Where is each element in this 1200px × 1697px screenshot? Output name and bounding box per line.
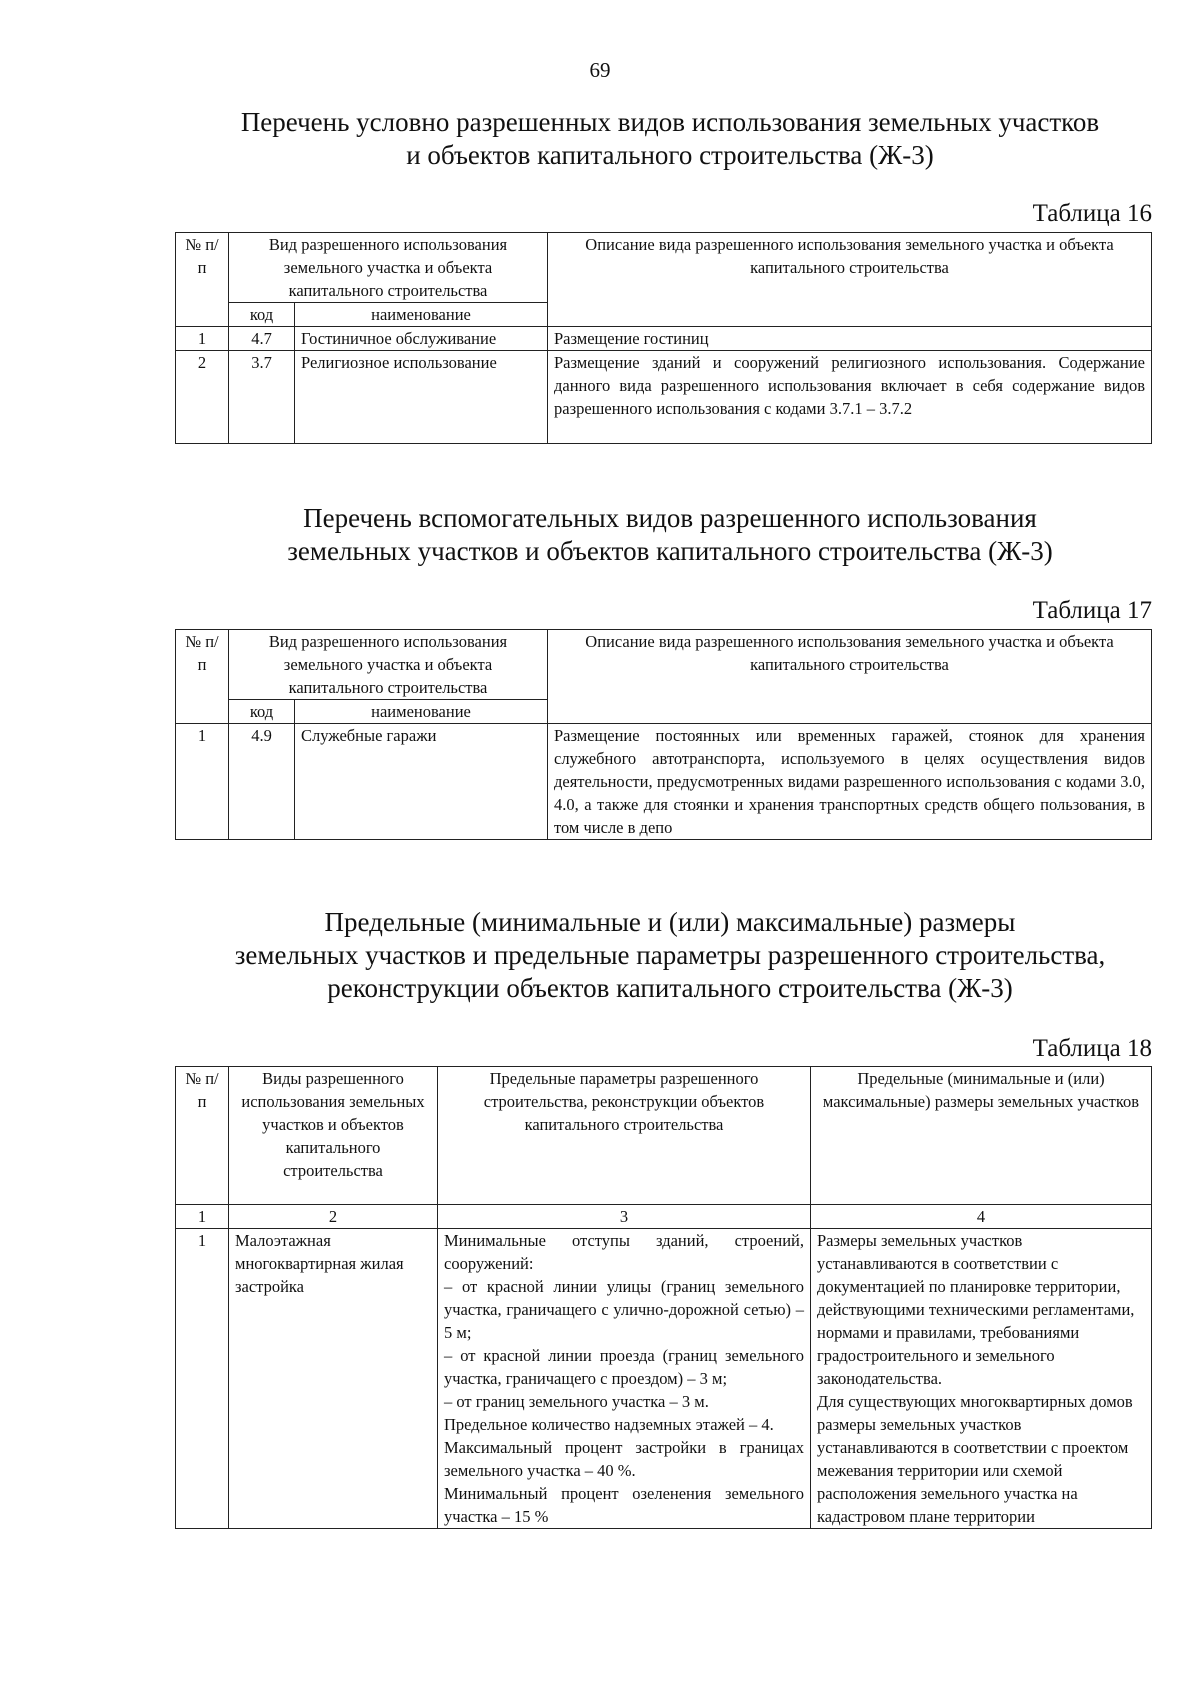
table16-row1-name: Гостиничное обслуживание [295, 327, 548, 351]
sizes-paragraph: Для существующих многоквартирных домов размеры земельных участков устанавливаются в соответствии с проектом межевания территории или схемой расположения земельного участка на кадастровом плане территории [817, 1392, 1133, 1526]
table17-row1-num: 1 [176, 724, 229, 840]
table18-column-numbers-row [176, 1205, 1152, 1229]
table16-row2-description: Размещение зданий и сооружений религиозного использования. Содержание данного вида разрешенного использования включает в себя содержание видов разрешенного использования с кодами 3.7.1 – 3.7.2 [548, 351, 1152, 444]
table18-label: Таблица 18 [1032, 1035, 1152, 1062]
table17-header-name: наименование [295, 700, 548, 724]
table17-header-num: № п/п [176, 630, 229, 724]
table16-header-code: код [229, 303, 295, 327]
sizes-paragraph: Размеры земельных участков устанавливаются в соответствии с документацией по планировке территории, действующими техническими регламентами, нормами и правилами, требованиями градостроительного и земельного законодательства. [817, 1231, 1135, 1388]
table16-row2-num: 2 [176, 351, 229, 444]
table18-header-use-kinds: Виды разрешенного использования земельных участков и объектов капитального строительства [229, 1067, 438, 1205]
table17-header-row [176, 630, 1152, 700]
table18-colnum-4: 4 [811, 1205, 1152, 1229]
params-line: – от границ земельного участка – 3 м. [444, 1392, 709, 1411]
params-line: Минимальные отступы зданий, строений, сооружений: [444, 1231, 804, 1273]
table16-header-name: наименование [295, 303, 548, 327]
table17-header-code: код [229, 700, 295, 724]
section2-title [150, 502, 1190, 568]
table17-header-description: Описание вида разрешенного использования земельного участка и объекта капитального строительства [548, 630, 1152, 724]
table18-header-row [176, 1067, 1152, 1205]
params-line: Максимальный процент застройки в границах земельного участка – 40 %. [444, 1438, 804, 1480]
table17-label: Таблица 17 [1032, 597, 1152, 624]
params-line: – от красной линии проезда (границ земельного участка, граничащего с проездом) – 3 м; [444, 1346, 804, 1388]
table-row [176, 327, 1152, 351]
table16 [175, 232, 1152, 444]
table17-row1-name: Служебные гаражи [295, 724, 548, 840]
table17-header-use-kind: Вид разрешенного использования земельного участка и объекта капитального строительства [229, 630, 548, 700]
table18-colnum-3: 3 [438, 1205, 811, 1229]
table16-header-num: № п/п [176, 233, 229, 327]
section3-title [150, 906, 1190, 1005]
table18-colnum-2: 2 [229, 1205, 438, 1229]
table-row [176, 1229, 1152, 1529]
table18-header-sizes: Предельные (минимальные и (или) максимальные) размеры земельных участков [811, 1067, 1152, 1205]
section1-title-line2: и объектов капитального строительства (Ж-3) [406, 140, 934, 170]
table16-row1-code: 4.7 [229, 327, 295, 351]
table18-header-params: Предельные параметры разрешенного строительства, реконструкции объектов капитального строительства [438, 1067, 811, 1205]
table16-row1-num: 1 [176, 327, 229, 351]
table18-header-num: № п/п [176, 1067, 229, 1205]
page-number: 69 [589, 58, 611, 82]
table18-colnum-1: 1 [176, 1205, 229, 1229]
table16-header-row [176, 233, 1152, 303]
table16-label: Таблица 16 [1032, 200, 1152, 227]
section2-title-line2: земельных участков и объектов капитального строительства (Ж-3) [287, 536, 1053, 566]
table-row [176, 724, 1152, 840]
section3-title-line3: реконструкции объектов капитального строительства (Ж-3) [327, 973, 1013, 1003]
table18-row1-params [438, 1229, 811, 1529]
table18-row1-sizes [811, 1229, 1152, 1529]
params-line: Предельное количество надземных этажей – 4. [444, 1415, 774, 1434]
table16-row1-description: Размещение гостиниц [548, 327, 1152, 351]
table18-row1-use-kind: Малоэтажная многоквартирная жилая застройка [229, 1229, 438, 1529]
table17 [175, 629, 1152, 840]
table18-row1-num: 1 [176, 1229, 229, 1529]
section1-title-line1: Перечень условно разрешенных видов использования земельных участков [240, 107, 1100, 137]
table16-row2-name: Религиозное использование [295, 351, 548, 444]
table18 [175, 1066, 1152, 1529]
section1-title [150, 106, 1190, 172]
table17-row1-description: Размещение постоянных или временных гаражей, стоянок для хранения служебного автотранспорта, используемого в целях осуществления видов деятельности, предусмотренных видами разрешенного использования с кодами 3.0, 4.0, а также для стоянки и хранения транспортных средств общего пользования, в том числе в депо [548, 724, 1152, 840]
table16-header-description: Описание вида разрешенного использования земельного участка и объекта капитального строительства [548, 233, 1152, 327]
section2-title-line1: Перечень вспомогательных видов разрешенного использования [303, 503, 1037, 533]
params-line: Минимальный процент озеленения земельного участка – 15 % [444, 1484, 804, 1526]
table-row [176, 351, 1152, 444]
params-line: – от красной линии улицы (границ земельного участка, граничащего с улично-дорожной сетью) – 5 м; [444, 1277, 804, 1342]
table16-row2-code: 3.7 [229, 351, 295, 444]
section3-title-line2: земельных участков и предельные параметры разрешенного строительства, [234, 940, 1106, 970]
table17-row1-code: 4.9 [229, 724, 295, 840]
table16-header-use-kind: Вид разрешенного использования земельного участка и объекта капитального строительства [229, 233, 548, 303]
section3-title-line1: Предельные (минимальные и (или) максимальные) размеры [324, 907, 1016, 937]
